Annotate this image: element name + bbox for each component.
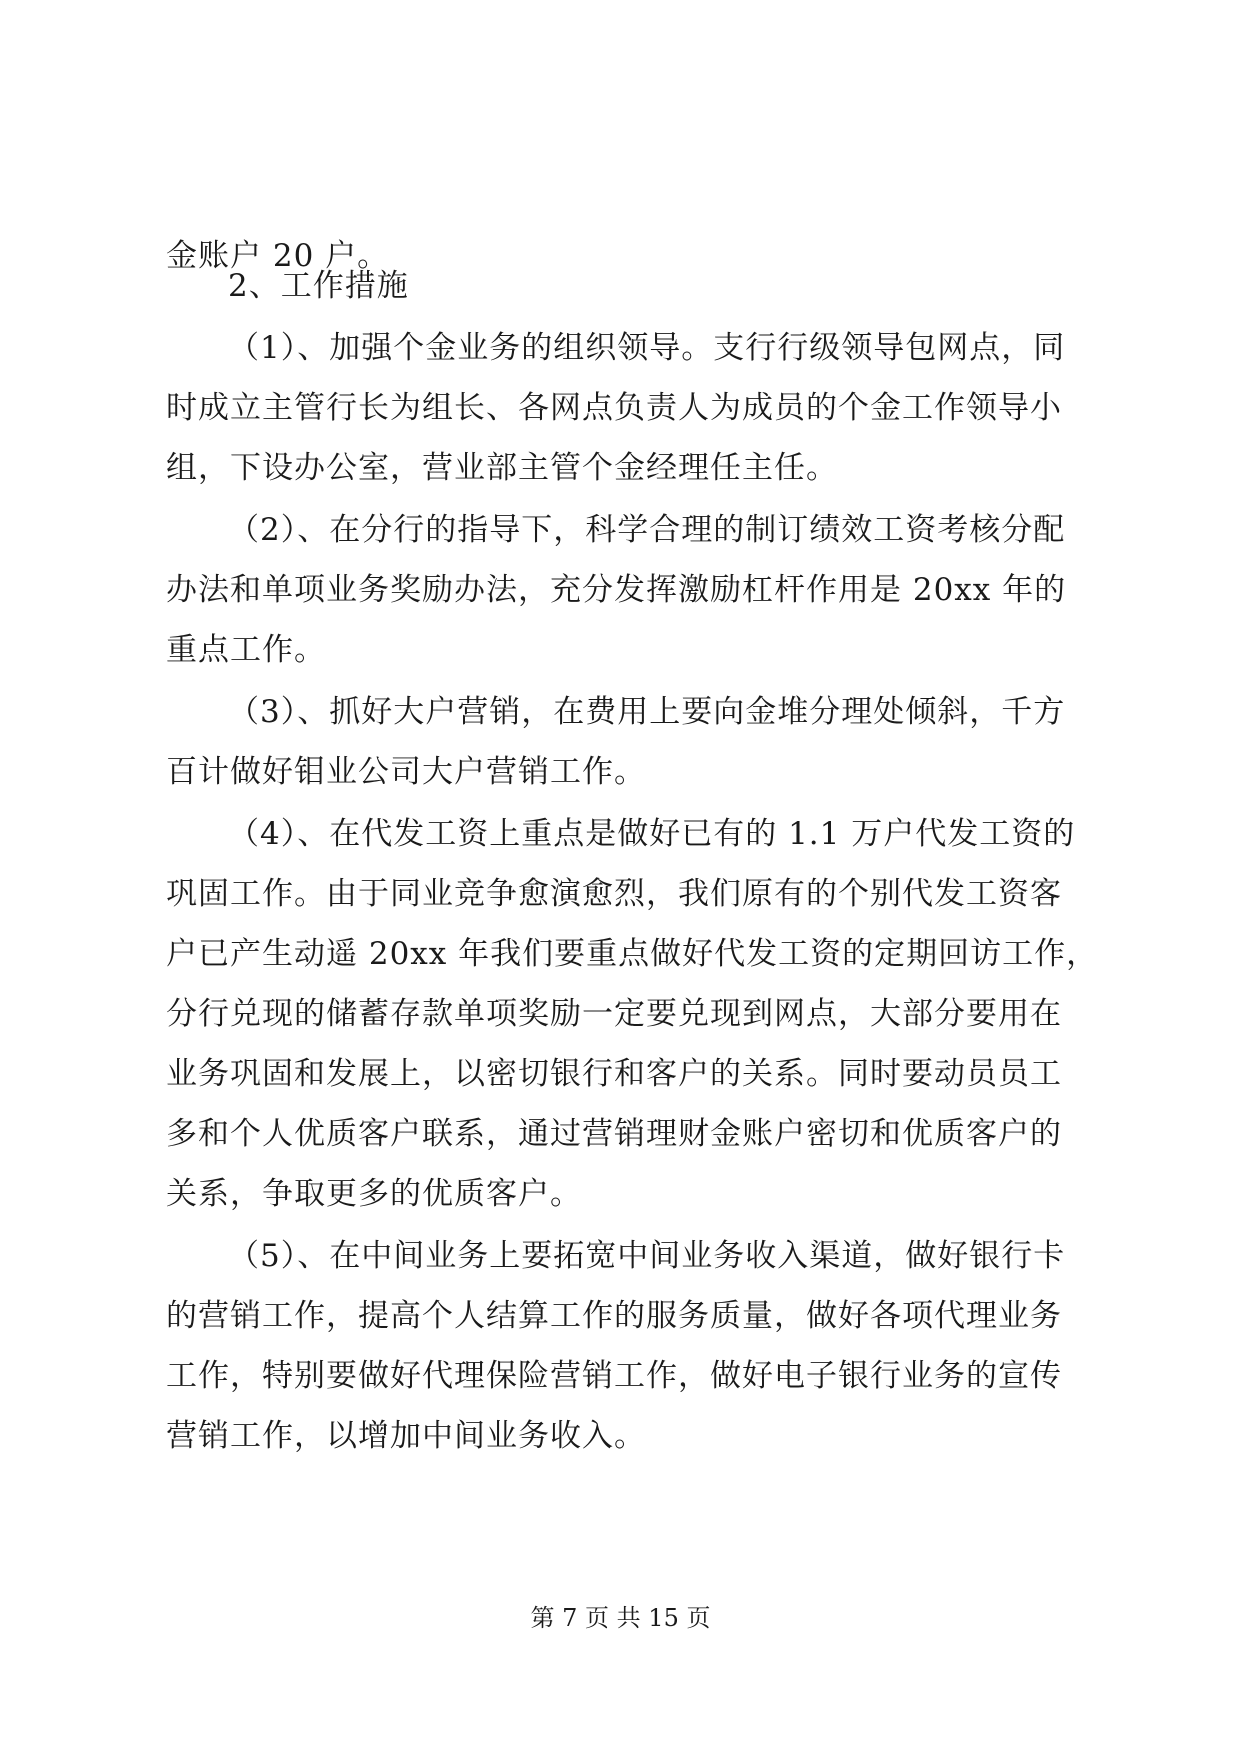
text-line: 工作，特别要做好代理保险营销工作，做好电子银行业务的宣传 <box>166 1358 1062 1394</box>
text-line: 重点工作。 <box>166 632 326 668</box>
text-line: （1）、加强个金业务的组织领导。支行行级领导包网点，同 <box>228 330 1066 366</box>
text-line: 金账户 20 户。 <box>166 238 390 274</box>
text-line: 组，下设办公室，营业部主管个金经理任主任。 <box>166 450 838 486</box>
text-line: 多和个人优质客户联系，通过营销理财金账户密切和优质客户的 <box>166 1116 1062 1152</box>
text-line: 户已产生动遥 20xx 年我们要重点做好代发工资的定期回访工作， <box>166 936 1099 972</box>
text-line: 巩固工作。由于同业竞争愈演愈烈，我们原有的个别代发工资客 <box>166 876 1062 912</box>
text-line: 时成立主管行长为组长、各网点负责人为成员的个金工作领导小 <box>166 390 1062 426</box>
text-line: （4）、在代发工资上重点是做好已有的 1.1 万户代发工资的 <box>228 816 1076 852</box>
text-line: 关系，争取更多的优质客户。 <box>166 1176 582 1212</box>
text-line: 业务巩固和发展上，以密切银行和客户的关系。同时要动员员工 <box>166 1056 1062 1092</box>
text-line: 营销工作，以增加中间业务收入。 <box>166 1418 646 1454</box>
text-line: （3）、抓好大户营销，在费用上要向金堆分理处倾斜，千方 <box>228 694 1066 730</box>
text-line: 百计做好钼业公司大户营销工作。 <box>166 754 646 790</box>
text-line: 的营销工作，提高个人结算工作的服务质量，做好各项代理业务 <box>166 1298 1062 1334</box>
text-line: （2）、在分行的指导下，科学合理的制订绩效工资考核分配 <box>228 512 1066 548</box>
text-line: （5）、在中间业务上要拓宽中间业务收入渠道，做好银行卡 <box>228 1238 1066 1274</box>
section-heading: 2、工作措施 <box>228 268 409 304</box>
text-line: 办法和单项业务奖励办法，充分发挥激励杠杆作用是 20xx 年的 <box>166 572 1067 608</box>
text-line: 分行兑现的储蓄存款单项奖励一定要兑现到网点，大部分要用在 <box>166 996 1062 1032</box>
page-footer: 第 7 页 共 15 页 <box>530 1604 711 1632</box>
